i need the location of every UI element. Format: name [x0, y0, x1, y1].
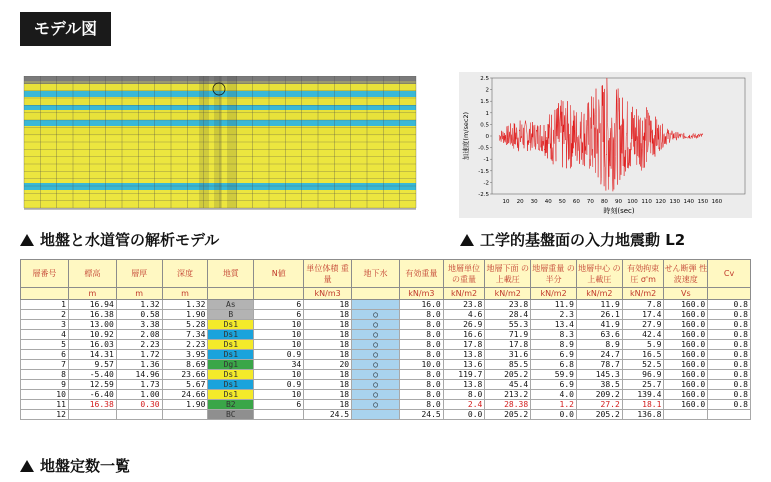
cell-half: 8.3 — [531, 330, 577, 340]
table-row — [21, 410, 751, 420]
x-axis-label: 時刻(sec) — [603, 207, 635, 215]
x-tick-label: 110 — [641, 199, 652, 205]
cell-geo: BC — [208, 410, 254, 420]
column-header: 深度 — [162, 260, 208, 288]
cell-center: 11.9 — [576, 300, 622, 310]
cell-vs: 160.0 — [664, 380, 708, 390]
cell-cv: 0.8 — [708, 400, 751, 410]
cell-eff: 8.0 — [399, 330, 443, 340]
cell-cv: 0.8 — [708, 330, 751, 340]
cell-gamma: 18 — [304, 350, 352, 360]
cell-bottom: 23.8 — [485, 300, 531, 310]
cell-n: 10 — [254, 330, 304, 340]
cell-cv: 0.8 — [708, 350, 751, 360]
table-row — [21, 400, 751, 410]
table-row — [21, 330, 751, 340]
cell-geo: Ds1 — [208, 370, 254, 380]
cell-no: 7 — [21, 360, 69, 370]
cell-center: 26.1 — [576, 310, 622, 320]
cell-sigma: 96.9 — [622, 370, 664, 380]
cell-center: 78.7 — [576, 360, 622, 370]
x-tick-label: 140 — [683, 199, 695, 205]
cell-cv: 0.8 — [708, 360, 751, 370]
cell-vs — [664, 410, 708, 420]
column-header: 単位体積 重量 — [304, 260, 352, 288]
cell-gw — [352, 300, 400, 310]
cell-depth: 3.95 — [162, 350, 208, 360]
y-tick-label: 2.5 — [480, 76, 489, 82]
cell-thick: 2.08 — [116, 330, 162, 340]
column-header: N値 — [254, 260, 304, 288]
cell-thick: 0.58 — [116, 310, 162, 320]
cell-eff: 8.0 — [399, 340, 443, 350]
cell-vs: 160.0 — [664, 300, 708, 310]
ground-constants-table — [20, 259, 751, 420]
cell-half: 6.8 — [531, 360, 577, 370]
column-unit: kN/m2 — [485, 288, 531, 300]
cell-gamma: 18 — [304, 340, 352, 350]
cell-depth: 1.32 — [162, 300, 208, 310]
cell-gw: ○ — [352, 320, 400, 330]
cell-center: 41.9 — [576, 320, 622, 330]
column-header: 地層下面 の上載圧 — [485, 260, 531, 288]
cell-eff: 8.0 — [399, 370, 443, 380]
x-tick-label: 120 — [655, 199, 666, 205]
cell-depth: 8.69 — [162, 360, 208, 370]
table-row — [21, 360, 751, 370]
cell-bottom: 85.5 — [485, 360, 531, 370]
cell-thick: 1.36 — [116, 360, 162, 370]
triangle-icon — [20, 460, 34, 472]
cell-sigma: 52.5 — [622, 360, 664, 370]
cell-depth: 23.66 — [162, 370, 208, 380]
cell-depth: 24.66 — [162, 390, 208, 400]
column-unit: m — [68, 288, 116, 300]
cell-elev: 16.94 — [68, 300, 116, 310]
cell-n: 0.9 — [254, 380, 304, 390]
cell-eff: 8.0 — [399, 320, 443, 330]
cell-elev: 14.31 — [68, 350, 116, 360]
table-row — [21, 390, 751, 400]
cell-geo: Ds1 — [208, 380, 254, 390]
cell-thick: 1.73 — [116, 380, 162, 390]
cell-elev — [68, 410, 116, 420]
cell-cv — [708, 410, 751, 420]
cell-no: 6 — [21, 350, 69, 360]
column-unit: kN/m3 — [304, 288, 352, 300]
y-tick-label: 2 — [485, 87, 489, 94]
cell-thick: 1.00 — [116, 390, 162, 400]
cell-sigma: 25.7 — [622, 380, 664, 390]
cell-gw: ○ — [352, 390, 400, 400]
cell-n: 10 — [254, 370, 304, 380]
cell-n: 10 — [254, 340, 304, 350]
cell-depth: 1.90 — [162, 400, 208, 410]
cell-elev: 9.57 — [68, 360, 116, 370]
cell-half: 6.9 — [531, 380, 577, 390]
cell-elev: 16.38 — [68, 310, 116, 320]
x-tick-label: 80 — [600, 199, 608, 205]
cell-center: 63.6 — [576, 330, 622, 340]
input-motion-chart — [459, 72, 752, 218]
table-row — [21, 300, 751, 310]
cell-gamma: 18 — [304, 400, 352, 410]
column-header: Cv — [708, 260, 751, 288]
cell-no: 3 — [21, 320, 69, 330]
column-header: 有効重量 — [399, 260, 443, 288]
cell-sigma: 42.4 — [622, 330, 664, 340]
column-unit — [352, 288, 400, 300]
cell-depth — [162, 410, 208, 420]
cell-eff: 10.0 — [399, 360, 443, 370]
cell-center: 8.9 — [576, 340, 622, 350]
cell-vs: 160.0 — [664, 310, 708, 320]
column-header: 標高 — [68, 260, 116, 288]
cell-eff: 8.0 — [399, 400, 443, 410]
cell-elev: 12.59 — [68, 380, 116, 390]
table-row — [21, 370, 751, 380]
cell-geo: Ds1 — [208, 340, 254, 350]
cell-unit_w: 13.8 — [443, 380, 485, 390]
cell-elev: 16.38 — [68, 400, 116, 410]
cell-cv: 0.8 — [708, 320, 751, 330]
cell-n: 6 — [254, 400, 304, 410]
cell-depth: 2.23 — [162, 340, 208, 350]
cell-bottom: 205.2 — [485, 410, 531, 420]
cell-sigma: 17.4 — [622, 310, 664, 320]
cell-geo: Ds1 — [208, 350, 254, 360]
cell-n: 6 — [254, 310, 304, 320]
cell-vs: 160.0 — [664, 370, 708, 380]
y-axis-label: 加速度(m/sec2) — [462, 111, 470, 161]
cell-center: 38.5 — [576, 380, 622, 390]
cell-geo: As — [208, 300, 254, 310]
cell-gamma: 18 — [304, 310, 352, 320]
cell-no: 5 — [21, 340, 69, 350]
cell-n: 0.9 — [254, 350, 304, 360]
x-tick-label: 70 — [586, 199, 594, 205]
x-tick-label: 90 — [615, 199, 622, 205]
wave-caption-text: 工学的基盤面の入力地震動 L2 — [480, 231, 686, 249]
cell-unit_w: 13.6 — [443, 360, 485, 370]
cell-half: 1.2 — [531, 400, 577, 410]
cell-no: 4 — [21, 330, 69, 340]
cell-n — [254, 410, 304, 420]
cell-depth: 7.34 — [162, 330, 208, 340]
cell-geo: Ds1 — [208, 330, 254, 340]
y-tick-label: -2.5 — [478, 192, 489, 198]
triangle-icon — [20, 234, 34, 246]
cell-gw: ○ — [352, 370, 400, 380]
acceleration-series-line — [499, 78, 703, 191]
cell-geo: B — [208, 310, 254, 320]
cell-vs: 160.0 — [664, 330, 708, 340]
cell-no: 10 — [21, 390, 69, 400]
table-row — [21, 380, 751, 390]
cell-n: 6 — [254, 300, 304, 310]
cell-thick: 3.38 — [116, 320, 162, 330]
cell-no: 12 — [21, 410, 69, 420]
cell-geo: Ds1 — [208, 390, 254, 400]
cell-bottom: 71.9 — [485, 330, 531, 340]
cell-sigma: 16.5 — [622, 350, 664, 360]
cell-gw: ○ — [352, 360, 400, 370]
cell-unit_w: 16.6 — [443, 330, 485, 340]
column-unit — [208, 288, 254, 300]
column-unit: m — [116, 288, 162, 300]
cell-thick: 2.23 — [116, 340, 162, 350]
table-caption-text: 地盤定数一覧 — [40, 457, 131, 475]
column-header: 有効拘束 圧 σ'm — [622, 260, 664, 288]
table-row — [21, 340, 751, 350]
table-row — [21, 310, 751, 320]
cell-bottom: 28.38 — [485, 400, 531, 410]
x-tick-label: 50 — [558, 199, 566, 205]
cell-gw: ○ — [352, 340, 400, 350]
cell-no: 11 — [21, 400, 69, 410]
cell-cv: 0.8 — [708, 380, 751, 390]
cell-gw: ○ — [352, 310, 400, 320]
cell-gamma: 24.5 — [304, 410, 352, 420]
cell-depth: 5.28 — [162, 320, 208, 330]
column-unit: kN/m2 — [531, 288, 577, 300]
cell-sigma: 136.8 — [622, 410, 664, 420]
model-caption — [20, 229, 219, 250]
cell-gw: ○ — [352, 330, 400, 340]
cell-eff: 8.0 — [399, 310, 443, 320]
cell-n: 10 — [254, 320, 304, 330]
section-title: モデル図 — [20, 12, 111, 46]
column-header: 層番号 — [21, 260, 69, 288]
cell-center: 27.2 — [576, 400, 622, 410]
cell-unit_w: 17.8 — [443, 340, 485, 350]
column-header: 地質 — [208, 260, 254, 288]
cell-no: 9 — [21, 380, 69, 390]
cell-eff: 16.0 — [399, 300, 443, 310]
cell-center: 145.3 — [576, 370, 622, 380]
cell-thick: 1.32 — [116, 300, 162, 310]
cell-elev: 10.92 — [68, 330, 116, 340]
cell-vs: 160.0 — [664, 340, 708, 350]
cell-n: 34 — [254, 360, 304, 370]
cell-eff: 8.0 — [399, 350, 443, 360]
cell-cv: 0.8 — [708, 390, 751, 400]
cell-gamma: 18 — [304, 370, 352, 380]
cell-eff: 8.0 — [399, 380, 443, 390]
cell-gw — [352, 410, 400, 420]
cell-unit_w: 2.4 — [443, 400, 485, 410]
column-unit: kN/m3 — [399, 288, 443, 300]
cell-gamma: 18 — [304, 380, 352, 390]
cell-bottom: 45.4 — [485, 380, 531, 390]
x-tick-label: 130 — [669, 199, 680, 205]
cell-unit_w: 4.6 — [443, 310, 485, 320]
column-header: 地層重量 の半分 — [531, 260, 577, 288]
cell-depth: 1.90 — [162, 310, 208, 320]
x-tick-label: 150 — [697, 199, 709, 205]
cell-bottom: 205.2 — [485, 370, 531, 380]
x-tick-label: 10 — [502, 199, 510, 205]
cell-vs: 160.0 — [664, 400, 708, 410]
cell-unit_w: 13.8 — [443, 350, 485, 360]
cell-bottom: 31.6 — [485, 350, 531, 360]
y-tick-label: -1 — [483, 157, 489, 164]
cell-unit_w: 0.0 — [443, 410, 485, 420]
wave-caption — [460, 229, 685, 250]
y-tick-label: -1.5 — [478, 168, 489, 175]
column-unit — [21, 288, 69, 300]
x-tick-label: 20 — [516, 199, 524, 205]
cell-unit_w: 23.8 — [443, 300, 485, 310]
cell-elev: -6.40 — [68, 390, 116, 400]
column-header: 地下水 — [352, 260, 400, 288]
cell-gamma: 20 — [304, 360, 352, 370]
cell-unit_w: 119.7 — [443, 370, 485, 380]
cell-half: 8.9 — [531, 340, 577, 350]
cell-vs: 160.0 — [664, 360, 708, 370]
cell-gamma: 18 — [304, 300, 352, 310]
cell-gw: ○ — [352, 380, 400, 390]
cell-bottom: 55.3 — [485, 320, 531, 330]
cell-geo: Dg1 — [208, 360, 254, 370]
y-tick-label: 0.5 — [480, 122, 489, 129]
cell-vs: 160.0 — [664, 390, 708, 400]
cell-cv: 0.8 — [708, 300, 751, 310]
x-tick-label: 100 — [627, 199, 638, 205]
cell-vs: 160.0 — [664, 320, 708, 330]
cell-sigma: 7.8 — [622, 300, 664, 310]
cell-depth: 5.67 — [162, 380, 208, 390]
cell-thick — [116, 410, 162, 420]
table-caption — [20, 455, 130, 476]
cell-cv: 0.8 — [708, 340, 751, 350]
cell-center: 24.7 — [576, 350, 622, 360]
column-unit: m — [162, 288, 208, 300]
ground-model-diagram — [20, 76, 428, 216]
ground-model-figure — [20, 76, 428, 216]
cell-half: 4.0 — [531, 390, 577, 400]
cell-bottom: 213.2 — [485, 390, 531, 400]
model-caption-text: 地盤と水道管の解析モデル — [40, 231, 220, 249]
x-tick-label: 60 — [572, 199, 580, 205]
cell-elev: 16.03 — [68, 340, 116, 350]
triangle-icon — [460, 234, 474, 246]
y-tick-label: 0 — [485, 134, 489, 140]
cell-half: 2.3 — [531, 310, 577, 320]
column-unit — [708, 288, 751, 300]
column-unit: kN/m2 — [576, 288, 622, 300]
cell-geo: B2 — [208, 400, 254, 410]
y-tick-label: -2 — [483, 180, 489, 187]
cell-half: 13.4 — [531, 320, 577, 330]
column-header: 地層中心 の上載圧 — [576, 260, 622, 288]
column-unit: kN/m2 — [443, 288, 485, 300]
cell-sigma: 18.1 — [622, 400, 664, 410]
cell-eff: 24.5 — [399, 410, 443, 420]
cell-vs: 160.0 — [664, 350, 708, 360]
cell-unit_w: 26.9 — [443, 320, 485, 330]
x-tick-label: 40 — [544, 199, 552, 205]
cell-thick: 0.30 — [116, 400, 162, 410]
column-header: 地層単位 の重量 — [443, 260, 485, 288]
y-tick-label: 1 — [485, 110, 489, 117]
waveform-plot — [459, 72, 752, 218]
table-row — [21, 320, 751, 330]
cell-eff: 8.0 — [399, 390, 443, 400]
cell-gamma: 18 — [304, 320, 352, 330]
y-tick-label: -0.5 — [478, 145, 489, 152]
cell-elev: 13.00 — [68, 320, 116, 330]
cell-sigma: 27.9 — [622, 320, 664, 330]
cell-cv: 0.8 — [708, 370, 751, 380]
cell-half: 0.0 — [531, 410, 577, 420]
cell-elev: -5.40 — [68, 370, 116, 380]
cell-unit_w: 8.0 — [443, 390, 485, 400]
cell-n: 10 — [254, 390, 304, 400]
cell-no: 8 — [21, 370, 69, 380]
cell-half: 11.9 — [531, 300, 577, 310]
cell-geo: Ds1 — [208, 320, 254, 330]
column-unit: kN/m2 — [622, 288, 664, 300]
column-header: 層厚 — [116, 260, 162, 288]
cell-gamma: 18 — [304, 390, 352, 400]
x-tick-label: 30 — [530, 199, 538, 205]
table-row — [21, 350, 751, 360]
cell-thick: 1.72 — [116, 350, 162, 360]
cell-thick: 14.96 — [116, 370, 162, 380]
cell-no: 1 — [21, 300, 69, 310]
y-tick-label: 1.5 — [480, 99, 489, 106]
column-unit: Vs — [664, 288, 708, 300]
cell-bottom: 17.8 — [485, 340, 531, 350]
cell-sigma: 5.9 — [622, 340, 664, 350]
cell-bottom: 28.4 — [485, 310, 531, 320]
cell-center: 205.2 — [576, 410, 622, 420]
cell-gw: ○ — [352, 400, 400, 410]
cell-half: 59.9 — [531, 370, 577, 380]
cell-no: 2 — [21, 310, 69, 320]
column-header: せん断弾 性波速度 — [664, 260, 708, 288]
cell-center: 209.2 — [576, 390, 622, 400]
column-unit — [254, 288, 304, 300]
cell-gw: ○ — [352, 350, 400, 360]
x-tick-label: 160 — [711, 199, 723, 205]
cell-half: 6.9 — [531, 350, 577, 360]
cell-cv: 0.8 — [708, 310, 751, 320]
cell-sigma: 139.4 — [622, 390, 664, 400]
cell-gamma: 18 — [304, 330, 352, 340]
